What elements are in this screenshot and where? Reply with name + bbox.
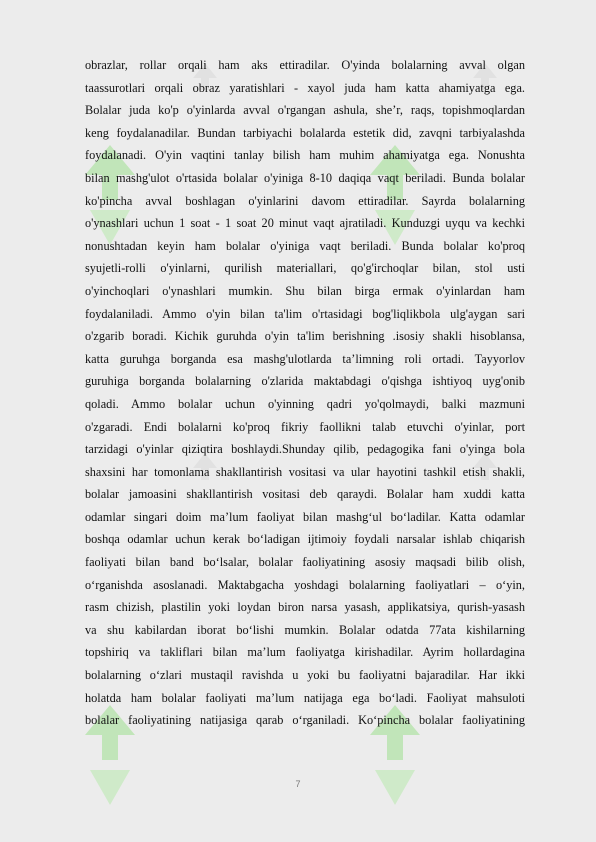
text-line: o'zgaradi. Endi bolalarni ko'proq fikriy faollikni talab etuvchi o'yinlar, port (85, 419, 525, 434)
text-line: Bolalar juda ko'p o'yinlarda avval o'rgangan ashula, she’r, raqs, topishmoqlardan (85, 103, 525, 118)
text-line: foydalaniladi. Ammo o'yin bilan ta'lim o'rtasidagi bog'liqlikbola ulg'aygan sari (85, 306, 525, 321)
text-line: bilan mashg'ulot o'rtasida bolalar o'yiniga 8-10 daqiqa vaqt beriladi. Bunda bolalar (85, 170, 525, 185)
text-line: shaxsini har tomonlama shakllantirish vositasi va ular hayotini tashkil etish shakli, (85, 464, 525, 479)
page-number: 7 (295, 779, 301, 789)
text-line: va shu kabilardan iborat bo‘lishi mumkin. Bolalar odatda 77ata kishilarning (85, 622, 525, 637)
text-line: nonushtadan keyin ham bolalar o'yiniga vaqt beriladi. Bunda bolalar ko'proq (85, 238, 525, 253)
text-line: o'zgarib boradi. Kichik guruhda o'yin ta'lim berishning .isosiy shakli hisoblansa, (85, 329, 525, 344)
body-text (85, 54, 525, 732)
text-line: syujetli-rolli o'yinlarni, qurilish materiallari, qo'g'irchoqlar bilan, stol usti (85, 261, 525, 276)
text-line: foydalanadi. O'yin vaqtini tanlay bilish ham muhim ahamiyatga ega. Nonushta (85, 148, 525, 163)
text-line: tarzidagi o'yinlar qiziqtira boshlaydi.Shunday qilib, pedagogika fani o'yinga bola (85, 442, 525, 457)
text-line: taassurotlari orqali obraz yaratishlari - xayol juda ham katta ahamiyatga ega. (85, 80, 525, 95)
text-line: o'yinchoqlari o'ynashlari mumkin. Shu bilan birga ermak o'yinlardan ham (85, 283, 525, 298)
text-line: bolalar faoliyatining natijasiga qarab o‘rganiladi. Ko‘pincha bolalar faoliyatining (85, 713, 525, 728)
text-line: bolalarning o‘zlari mustaqil ravishda u yoki bu faoliyatni bajaradilar. Har ikki (85, 668, 525, 683)
text-line: bolalar jamoasini shakllantirish vositasi deb qaraydi. Bolalar ham xuddi katta (85, 487, 525, 502)
text-line: odamlar singari doim ma’lum faoliyat bilan mashg‘ul bo‘ladilar. Katta odamlar (85, 509, 525, 524)
text-line: obrazlar, rollar orqali ham aks ettiradilar. O'yinda bolalarning avval olgan (85, 58, 525, 72)
text-line: ko'pincha avval boshlagan o'yinlarini davom ettiradilar. Sayrda bolalarning (85, 193, 525, 208)
text-line: rasm chizish, plastilin yoki loydan biron narsa yasash, applikatsiya, qurish-yasash (85, 600, 525, 615)
text-line: holatda ham bolalar faoliyati ma’lum natijaga ega bo‘ladi. Faoliyat mahsuloti (85, 690, 525, 705)
text-line: o'ynashlari uchun 1 soat - 1 soat 20 minut vaqt ajratiladi. Kunduzgi uyqu va kechki (85, 216, 525, 231)
text-line: o‘rganishda asoslanadi. Maktabgacha yoshdagi bolalarning faoliyatlari – o‘yin, (85, 577, 525, 592)
text-line: katta guruhga borganda esa mashg'ulotlarda ta’limning roli ortadi. Tayyorlov (85, 351, 525, 366)
text-line: faoliyati bilan band bo‘lsalar, bolalar faoliyatining asosiy maqsadi bilib olish, (85, 555, 525, 570)
text-line: boshqa odamlar uchun kerak bo‘ladigan ijtimoiy foydali narsalar ishlab chiqarish (85, 532, 525, 547)
text-line: guruhiga borganda bolalarning o'zlarida maktabdagi o'qishga ishtiyoq uyg'onib (85, 374, 525, 389)
text-line: topshiriq va takliflari bilan ma’lum faoliyatga kirishadilar. Ayrim hollardagina (85, 645, 525, 660)
text-line: qoladi. Ammo bolalar uchun o'yinning qadri yo'qolmaydi, balki mazmuni (85, 396, 525, 411)
text-line: keng foydalanadilar. Bundan tarbiyachi bolalarda estetik did, zavqni tarbiyalashda (85, 125, 525, 140)
